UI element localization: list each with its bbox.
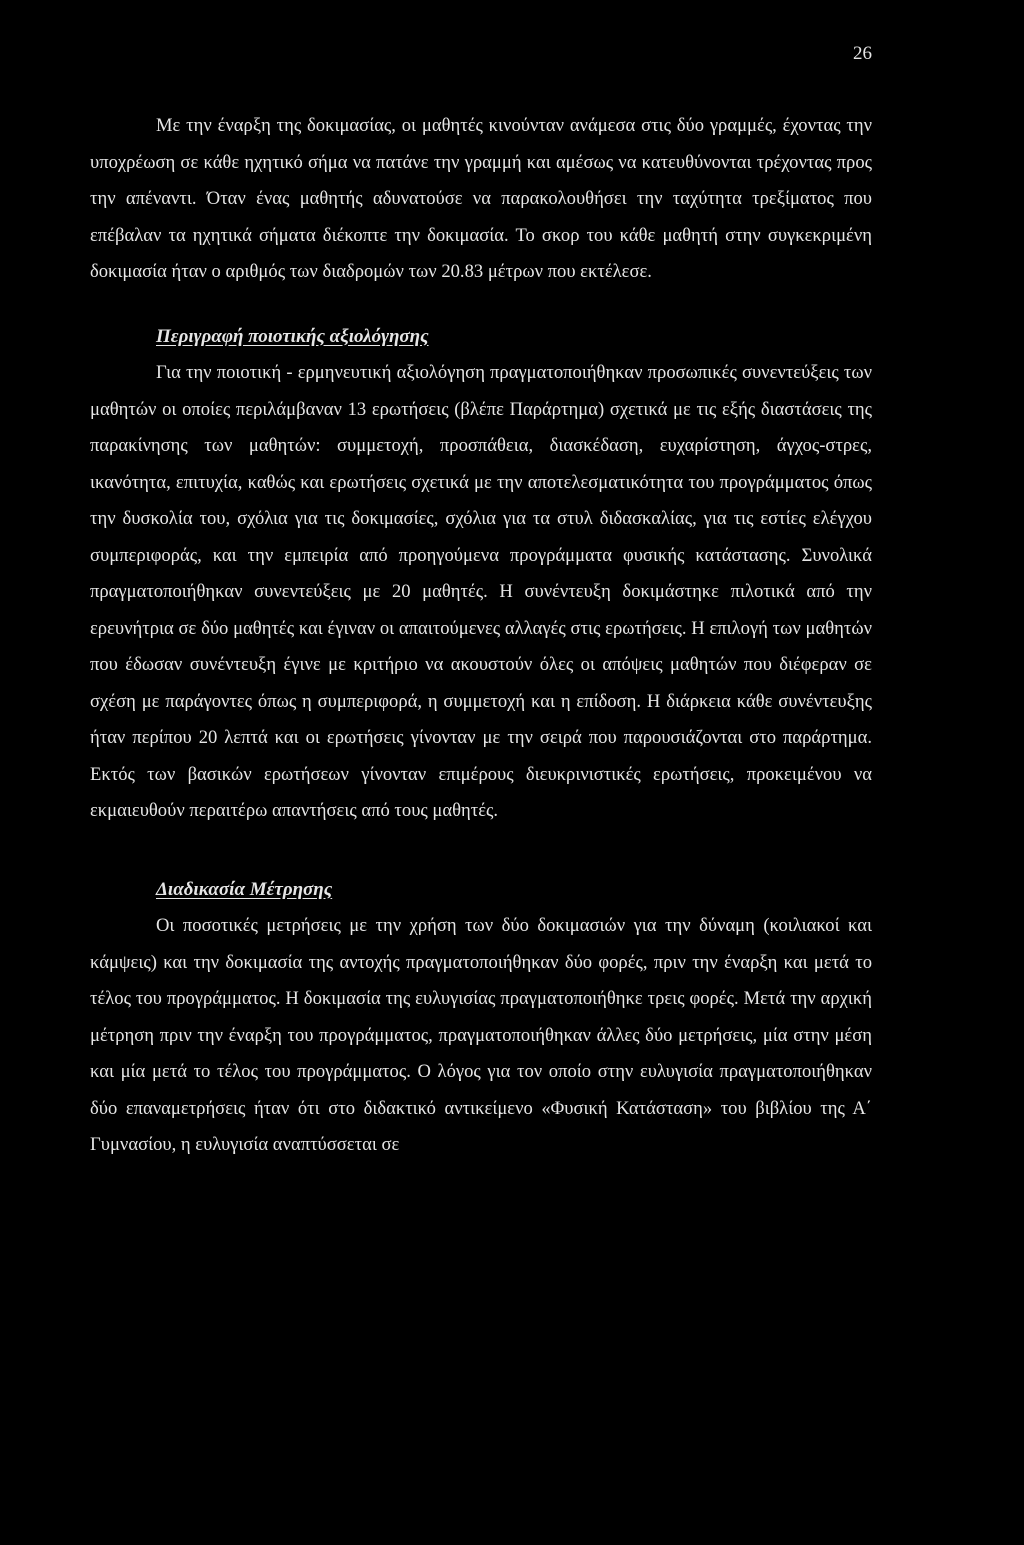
page-number: 26 [853,43,872,64]
paragraph-test-procedure: Με την έναρξη της δοκιμασίας, οι μαθητές κινούνταν ανάμεσα στις δύο γραμμές, έχοντας την υποχρέωση σε κάθε ηχητικό σήμα να πατάνε την γραμμή και αμέσως να κατευθύνονται τρέχοντας προς την απέναντι. Όταν ένας μαθητής αδυνατούσε να παρακολουθήσει την ταχύτητα τρεξίματος που επέβαλαν τα ηχητικά σήματα διέκοπτε την δοκιμασία. Το σκορ του κάθε μαθητή στην συγκεκριμένη δοκιμασία ήταν ο αριθμός των διαδρομών των 20.83 μέτρων που εκτέλεσε. [90,115,872,282]
section-heading-measurement-procedure [90,872,872,909]
section-heading-text: Περιγραφή ποιοτικής αξιολόγησης [156,325,429,347]
paragraph-qualitative-assessment: Για την ποιοτική - ερμηνευτική αξιολόγηση πραγματοποιήθηκαν προσωπικές συνεντεύξεις των μαθητών οι οποίες περιλάμβαναν 13 ερωτήσεις (βλέπε Παράρτημα) σχετικά με τις εξής διαστάσεις της παρακίνησης των μαθητών: συμμετοχή, προσπάθεια, διασκέδαση, ευχαρίστηση, άγχος-στρες, ικανότητα, επιτυχία, καθώς και ερωτήσεις σχετικά με την αποτελεσματικότητα του προγράμματος όπως την δυσκολία του, σχόλια για τις δοκιμασίες, σχόλια για τα στυλ διδασκαλίας, για τις εστίες ελέγχου συμπεριφοράς, και την εμπειρία από προηγούμενα προγράμματα φυσικής κατάστασης. Συνολικά πραγματοποιήθηκαν συνεντεύξεις με 20 μαθητές. Η συνέντευξη δοκιμάστηκε πιλοτικά από την ερευνήτρια σε δύο μαθητές και έγιναν οι απαιτούμενες αλλαγές στις ερωτήσεις. Η επιλογή των μαθητών που έδωσαν συνέντευξη έγινε με κριτήριο να ακουστούν όλες οι απόψεις μαθητών που διέφεραν σε σχέση με παράγοντες όπως η συμπεριφορά, η συμμετοχή και η επίδοση. Η διάρκεια κάθε συνέντευξης ήταν περίπου 20 λεπτά και οι ερωτήσεις γίνονταν με την σειρά που παρουσιάζονται στο παράρτημα. Εκτός των βασικών ερωτήσεων γίνονταν επιμέρους διευκρινιστικές ερωτήσεις, προκειμένου να εκμαιευθούν περαιτέρω απαντήσεις από τους μαθητές. [90,362,872,821]
paragraph-measurement-procedure: Οι ποσοτικές μετρήσεις με την χρήση των δύο δοκιμασιών για την δύναμη (κοιλιακοί και κάμψεις) και την δοκιμασία της αντοχής πραγματοποιήθηκαν δύο φορές, πριν την έναρξη και μετά το τέλος του προγράμματος. Η δοκιμασία της ευλυγισίας πραγματοποιήθηκε τρεις φορές. Μετά την αρχική μέτρηση πριν την έναρξη του προγράμματος, πραγματοποιήθηκαν άλλες δύο μετρήσεις, μία στην μέση και μία μετά το τέλος του προγράμματος. Ο λόγος για τον οποίο στην ευλυγισία πραγματοποιήθηκαν δύο επαναμετρήσεις ήταν ότι στο διδακτικό αντικείμενο «Φυσική Κατάσταση» του βιβλίου της Α΄ Γυμνασίου, η ευλυγισία αναπτύσσεται σε [90,915,872,1155]
section-heading-qualitative-assessment [90,319,872,356]
section-heading-text: Διαδικασία Μέτρησης [156,878,333,900]
document-body [90,108,872,1164]
